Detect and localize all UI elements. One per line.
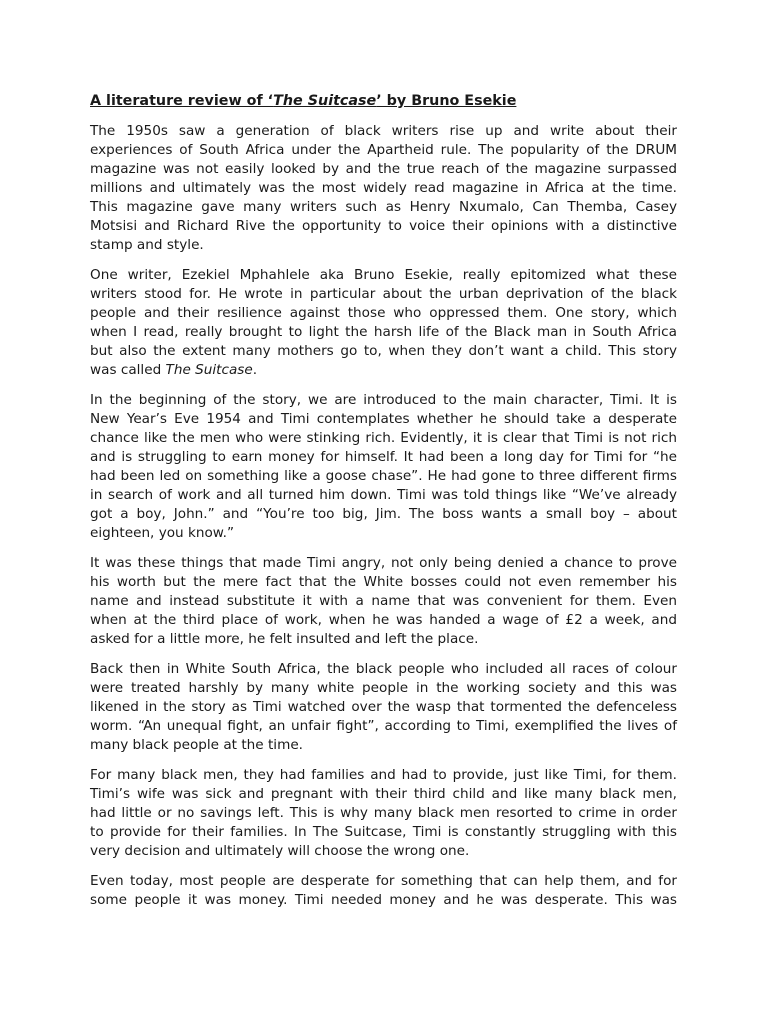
document-page [90, 92, 677, 910]
text-line: was called The Suitcase. [90, 362, 258, 378]
paragraph [90, 391, 677, 543]
text-line: and is struggling to earn money for himself. It had been a long day for Timi for “he [90, 449, 677, 465]
paragraph [90, 766, 677, 861]
text-line: stamp and style. [90, 237, 204, 253]
text-line: very decision and ultimately will choose the wrong one. [90, 843, 470, 859]
text-line: asked for a little more, he felt insulted and left the place. [90, 631, 479, 647]
text-line: people and their resilience against those who oppressed them. One story, which [90, 305, 677, 321]
paragraph [90, 660, 677, 755]
text-line: when at the third place of work, when he was handed a wage of £2 a week, and [90, 612, 677, 628]
text-line: It was these things that made Timi angry, not only being denied a chance to prove [90, 555, 677, 571]
text-line: but also the extent many mothers go to, when they don’t want a child. This story [90, 343, 677, 359]
text-line: some people it was money. Timi needed money and he was desperate. This was [90, 892, 677, 908]
text-line: Even today, most people are desperate for something that can help them, and for [90, 873, 677, 889]
text-line: One writer, Ezekiel Mphahlele aka Bruno Esekie, really epitomized what these [90, 267, 677, 283]
paragraph [90, 266, 677, 380]
title-prefix: A literature review of ‘ [90, 93, 274, 109]
text-line: writers stood for. He wrote in particular about the urban deprivation of the black [90, 286, 677, 302]
text-line: experiences of South Africa under the Apartheid rule. The popularity of the DRUM [90, 142, 677, 158]
text-line: Back then in White South Africa, the black people who included all races of colour [90, 661, 677, 677]
text-line: This magazine gave many writers such as Henry Nxumalo, Can Themba, Casey [90, 199, 677, 215]
text-line: likened in the story as Timi watched over the wasp that tormented the defenceless [90, 699, 677, 715]
text-line: when I read, really brought to light the harsh life of the Black man in South Africa [90, 324, 677, 340]
text-line: millions and ultimately was the most widely read magazine in Africa at the time. [90, 180, 677, 196]
text-line: The 1950s saw a generation of black writers rise up and write about their [90, 123, 677, 139]
text-line: eighteen, you know.” [90, 525, 235, 541]
document-body [90, 122, 677, 910]
text-line: in search of work and all turned him down. Timi was told things like “We’ve already [90, 487, 677, 503]
paragraph [90, 122, 677, 255]
title-suffix: ’ by Bruno Esekie [376, 93, 517, 109]
text-line: Motsisi and Richard Rive the opportunity to voice their opinions with a distinctive [90, 218, 677, 234]
text-line: many black people at the time. [90, 737, 303, 753]
line-end-punct: . [252, 362, 258, 378]
text-line: For many black men, they had families and had to provide, just like Timi, for them. [90, 767, 677, 783]
text-line: to provide for their families. In The Suitcase, Timi is constantly struggling with this [90, 824, 677, 840]
text-line: In the beginning of the story, we are introduced to the main character, Timi. It is [90, 392, 677, 408]
text-line: worm. “An unequal fight, an unfair fight”, according to Timi, exemplified the lives of [90, 718, 677, 734]
text-line: Timi’s wife was sick and pregnant with their third child and like many black men, [90, 786, 677, 802]
text-line: had been led on something like a goose chase”. He had gone to three different firms [90, 468, 677, 484]
text-line: had little or no savings left. This is why many black men resorted to crime in order [90, 805, 677, 821]
text-line: name and instead substitute it with a name that was convenient for them. Even [90, 593, 677, 609]
paragraph [90, 872, 677, 910]
document-title [90, 92, 677, 111]
paragraph [90, 554, 677, 649]
text-line: his worth but the mere fact that the White bosses could not even remember his [90, 574, 677, 590]
text-line: got a boy, John.” and “You’re too big, Jim. The boss wants a small boy – about [90, 506, 677, 522]
italic-title: The Suitcase [165, 362, 253, 378]
text-line: chance like the men who were stinking rich. Evidently, it is clear that Timi is not rich [90, 430, 677, 446]
title-book-name: The Suitcase [273, 93, 377, 109]
text-line: New Year’s Eve 1954 and Timi contemplates whether he should take a desperate [90, 411, 677, 427]
text-line: were treated harshly by many white people in the working society and this was [90, 680, 677, 696]
text-line: magazine was not easily looked by and the true reach of the magazine surpassed [90, 161, 677, 177]
